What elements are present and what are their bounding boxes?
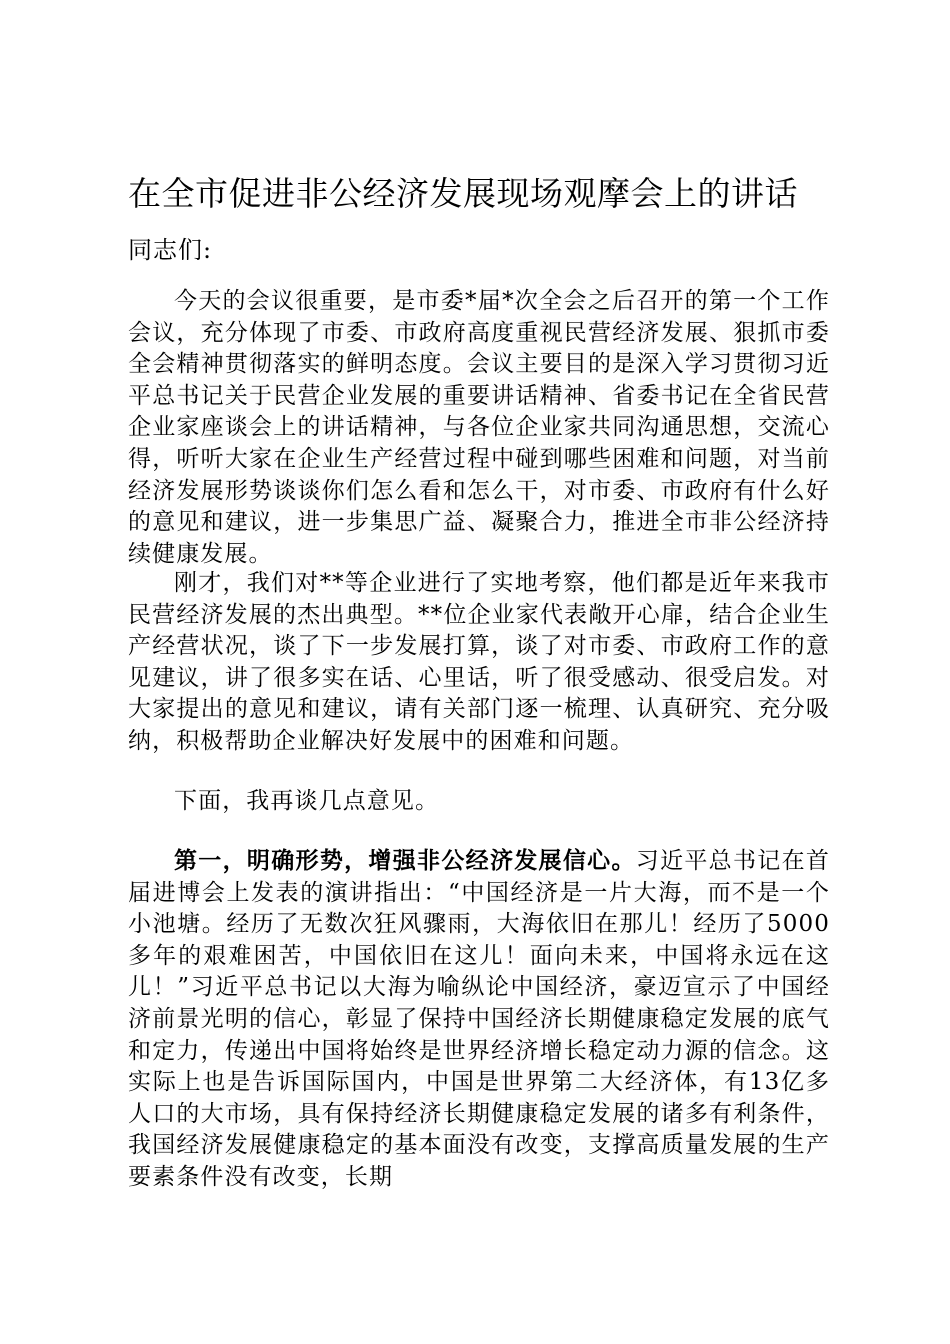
- paragraph-3-text: 下面，我再谈几点意见。: [174, 788, 440, 814]
- body-paragraph-3: [128, 786, 830, 818]
- paragraph-4-text: 习近平总书记在首届进博会上发表的演讲指出：“中国经济是一片大海，而不是一个小池塘。经历了无数次狂风骤雨，大海依旧在那儿！经历了5000多年的艰难困苦，中国依旧在这儿！面向未来，中国将永远在这儿！”习近平总书记以大海为喻纵论中国经济，豪迈宣示了中国经济前景光明的信心，彰显了保持中国经济长期健康稳定发展的底气和定力，传递出中国将始终是世界经济增长稳定动力源的信念。这实际上也是告诉国际国内，中国是世界第二大经济体，有13亿多人口的大市场，具有保持经济长期健康稳定发展的诸多有利条件，我国经济发展健康稳定的基本面没有改变，支撑高质量发展的生产要素条件没有改变，长期: [128, 848, 830, 1190]
- body-paragraph-2: [128, 568, 830, 758]
- paragraph-2-text: 刚才，我们对**等企业进行了实地考察，他们都是近年来我市民营经济发展的杰出典型。**位企业家代表敞开心扉，结合企业生产经营状况，谈了下一步发展打算，谈了对市委、市政府工作的意见建议，讲了很多实在话、心里话，听了很受感动、很受启发。对大家提出的意见和建议，请有关部门逐一梳理、认真研究、充分吸纳，积极帮助企业解决好发展中的困难和问题。: [128, 570, 830, 754]
- paragraph-1-text: 今天的会议很重要，是市委*届*次全会之后召开的第一个工作会议，充分体现了市委、市政府高度重视民营经济发展、狠抓市委全会精神贯彻落实的鲜明态度。会议主要目的是深入学习贯彻习近平总书记关于民营企业发展的重要讲话精神、省委书记在全省民营企业家座谈会上的讲话精神，与各位企业家共同沟通思想，交流心得，听听大家在企业生产经营过程中碰到哪些困难和问题，对当前经济发展形势谈谈你们怎么看和怎么干，对市委、市政府有什么好的意见和建议，进一步集思广益、凝聚合力，推进全市非公经济持续健康发展。: [128, 288, 830, 567]
- document-title: 在全市促进非公经济发展现场观摩会上的讲话: [128, 174, 798, 213]
- section-heading-first: 第一，明确形势，增强非公经济发展信心。: [174, 847, 636, 874]
- salutation: 同志们:: [128, 236, 213, 264]
- body-paragraph-4: [128, 845, 830, 1194]
- body-paragraph-1: [128, 286, 830, 570]
